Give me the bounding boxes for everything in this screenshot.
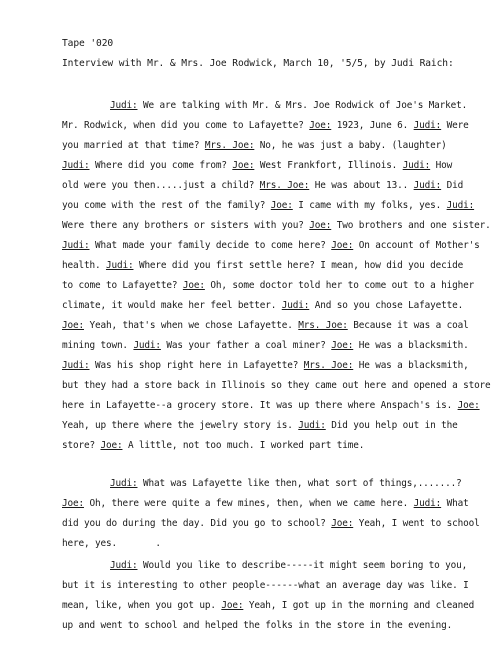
dialogue-text: Were xyxy=(441,120,469,131)
transcript-line xyxy=(110,560,500,572)
dialogue-text: climate, it would make her feel better. xyxy=(62,300,282,311)
interview-header: Interview with Mr. & Mrs. Joe Rodwick, March 10, '5/5, by Judi Raich: xyxy=(62,58,454,69)
transcript-line xyxy=(62,360,469,372)
transcript-line xyxy=(62,538,457,550)
dialogue-text: No, he was just a baby. (laughter) xyxy=(254,140,447,151)
dialogue-text: mean, like, when you got up. xyxy=(62,600,222,611)
speaker-label: Mrs. Joe: xyxy=(298,320,348,331)
dialogue-text: Did you help out in the xyxy=(325,420,458,431)
dialogue-text: Where did you first settle here? I mean, how did you decide xyxy=(133,260,464,271)
transcript-line xyxy=(62,420,457,432)
dialogue-text: Yeah, I got up in the morning and cleaned xyxy=(243,600,475,611)
speaker-label: Judi: xyxy=(281,300,310,311)
dialogue-text: Yeah, that's when we chose Lafayette. xyxy=(83,320,299,331)
transcript-line xyxy=(62,620,457,632)
dialogue-text: Yeah, up there where the jewelry story is. xyxy=(62,420,299,431)
speaker-label: Joe: xyxy=(331,518,354,529)
speaker-label: Judi: xyxy=(62,160,90,171)
speaker-label: Judi: xyxy=(62,240,90,251)
dialogue-text: 1923, June 6. xyxy=(331,120,414,131)
dialogue-text: Did xyxy=(441,180,464,191)
speaker-label: Mrs. Joe: xyxy=(303,360,354,371)
dialogue-text: Was his shop right here in Lafayette? xyxy=(89,360,304,371)
speaker-label: Judi: xyxy=(110,560,138,571)
speaker-label: Judi: xyxy=(413,498,442,509)
speaker-label: Joe: xyxy=(100,440,123,451)
speaker-label: Judi: xyxy=(110,100,138,111)
dialogue-text: mining town. xyxy=(62,340,134,351)
dialogue-text: We are talking with Mr. & Mrs. Joe Rodwick of Joe's Market. xyxy=(137,100,468,111)
speaker-label: Judi: xyxy=(133,340,161,351)
dialogue-text: but it is interesting to other people------what an average day was like. I xyxy=(62,580,469,591)
speaker-label: Joe: xyxy=(221,600,244,611)
dialogue-text: Oh, there were quite a few mines, then, when we came here. xyxy=(83,498,414,509)
dialogue-text: He was a blacksmith. xyxy=(353,340,469,351)
dialogue-text: And so you chose Lafayette. xyxy=(309,300,464,311)
dialogue-text: did you do during the day. Did you go to school? xyxy=(62,518,332,529)
dialogue-text: What xyxy=(441,498,469,509)
dialogue-text: What was Lafayette like then, what sort of things,.......? xyxy=(137,478,462,489)
dialogue-text: Because it was a coal xyxy=(347,320,469,331)
speaker-label: Judi: xyxy=(105,260,134,271)
speaker-label: Joe: xyxy=(331,340,354,351)
transcript-line xyxy=(62,518,480,530)
dialogue-text: What made your family decide to come here? xyxy=(89,240,332,251)
dialogue-text: Two brothers and one sister. xyxy=(331,220,491,231)
speaker-label: Judi: xyxy=(446,200,475,211)
dialogue-text: He was a blacksmith, xyxy=(353,360,469,371)
transcript-line xyxy=(62,240,480,252)
dialogue-text: store? xyxy=(62,440,101,451)
dialogue-text: West Frankfort, Illinois. xyxy=(254,160,403,171)
speaker-label: Judi: xyxy=(298,420,326,431)
speaker-label: Mrs. Joe: xyxy=(259,180,310,191)
transcript-line xyxy=(62,260,464,272)
dialogue-text: here, yes. . xyxy=(62,538,161,549)
transcript-line xyxy=(62,440,457,452)
speaker-label: Joe: xyxy=(309,220,332,231)
dialogue-text: you come with the rest of the family? xyxy=(62,200,271,211)
dialogue-text: Was your father a coal miner? xyxy=(160,340,332,351)
dialogue-text: to come to Lafayette? xyxy=(62,280,183,291)
transcript-line xyxy=(62,180,464,192)
speaker-label: Joe: xyxy=(232,160,255,171)
dialogue-text: Oh, some doctor told her to come out to a higher xyxy=(204,280,475,291)
transcript-line xyxy=(62,600,475,612)
transcript-line xyxy=(110,100,500,112)
speaker-label: Joe: xyxy=(62,320,84,331)
speaker-label: Joe: xyxy=(182,280,205,291)
speaker-label: Judi: xyxy=(413,120,442,131)
transcript-line xyxy=(62,120,469,132)
transcript-line xyxy=(62,200,475,212)
dialogue-text: I came with my folks, yes. xyxy=(292,200,447,211)
transcript-line xyxy=(62,498,469,510)
transcript-line xyxy=(62,220,491,232)
transcript-line xyxy=(62,340,469,352)
dialogue-text: health. xyxy=(62,260,106,271)
dialogue-text: but they had a store back in Illinois so they came out here and opened a store xyxy=(62,380,491,391)
dialogue-text: Mr. Rodwick, when did you come to Lafayette? xyxy=(62,120,310,131)
dialogue-text: He was about 13.. xyxy=(309,180,414,191)
dialogue-text: Were there any brothers or sisters with you? xyxy=(62,220,310,231)
dialogue-text: here in Lafayette--a grocery store. It was up there where Anspach's is. xyxy=(62,400,458,411)
speaker-label: Judi: xyxy=(402,160,431,171)
speaker-label: Joe: xyxy=(309,120,332,131)
speaker-label: Judi: xyxy=(110,478,138,489)
transcript-line xyxy=(62,580,469,592)
dialogue-text: On account of Mother's xyxy=(353,240,480,251)
dialogue-text: Yeah, I went to school xyxy=(353,518,480,529)
speaker-label: Mrs. Joe: xyxy=(204,140,255,151)
transcript-line xyxy=(62,280,475,292)
transcript-line xyxy=(62,300,464,312)
speaker-label: Judi: xyxy=(413,180,442,191)
dialogue-text: Would you like to describe-----it might seem boring to you, xyxy=(137,560,468,571)
speaker-label: Joe: xyxy=(331,240,354,251)
dialogue-text: you married at that time? xyxy=(62,140,205,151)
dialogue-text: Where did you come from? xyxy=(89,160,233,171)
tape-label: Tape '020 xyxy=(62,38,114,49)
transcript-line xyxy=(62,380,491,392)
dialogue-text: up and went to school and helped the folks in the store in the evening. xyxy=(62,620,453,631)
speaker-label: Judi: xyxy=(62,360,90,371)
transcript-line xyxy=(62,140,457,152)
transcript-line xyxy=(110,478,500,490)
dialogue-text: old were you then.....just a child? xyxy=(62,180,260,191)
speaker-label: Joe: xyxy=(270,200,293,211)
speaker-label: Joe: xyxy=(62,498,84,509)
speaker-label: Joe: xyxy=(457,400,480,411)
transcript-line xyxy=(62,400,480,412)
transcript-line xyxy=(62,160,457,172)
dialogue-text: How xyxy=(430,160,453,171)
transcript-line xyxy=(62,320,469,332)
dialogue-text: A little, not too much. I worked part time. xyxy=(122,440,365,451)
